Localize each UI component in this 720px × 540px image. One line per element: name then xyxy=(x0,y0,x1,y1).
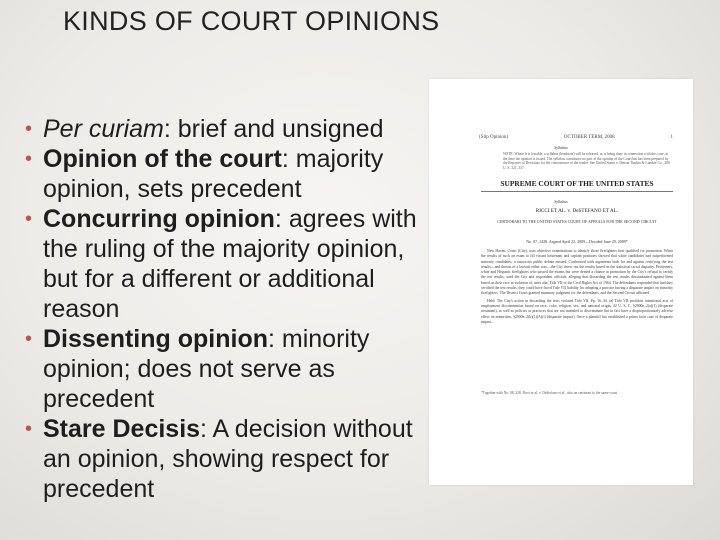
bullet-term: Opinion of the court xyxy=(43,145,282,173)
bullet-dot-icon: • xyxy=(25,118,33,140)
bullet-term: Stare Decisis xyxy=(43,415,201,443)
document-header-right: 1 xyxy=(670,135,673,140)
document-held-paragraph: Held: The City's action in discarding the tests violated Title VII. Pp. 16–34. (a) Title VII prohibits intentional acts of employment discrimination based on race, color, religion, sex, and national origin, 42 U. S. C. §2000e–2(a)(1) (disparate treatment), as well as policies or practices that are not intended to discriminate but in fact have a disproportionately adverse effect on minorities, §2000e–2(k)(1)(A)(i) (disparate impact). Once a plaintiff has established a prima facie case of disparate impact... xyxy=(481,298,673,324)
bullet-item-stare-decisis xyxy=(23,414,423,504)
document-syllabus-label: Syllabus xyxy=(554,199,568,204)
document-certiorari: CERTIORARI TO THE UNITED STATES COURT OF APPEALS FOR THE SECOND CIRCUIT xyxy=(497,219,657,224)
bullet-dot-icon: • xyxy=(25,328,33,350)
document-note: NOTE: Where it is feasible, a syllabus (headnote) will be released, as is being done in connection with this case, at the time the opinion is issued. The syllabus constitutes no part of the opinion of the Court but has been prepared by the Reporter of Decisions for the convenience of the reader. See United States v. Detroit Timber & Lumber Co., 200 U. S. 321, 337. xyxy=(503,152,670,170)
bullet-text: : A decision without an opinion, showing respect for precedent xyxy=(43,415,413,503)
bullet-term: Per curiam xyxy=(43,115,164,143)
bullet-item-per-curiam xyxy=(23,114,423,144)
document-syllabus-top: Syllabus xyxy=(554,145,568,150)
bullet-dot-icon: • xyxy=(25,148,33,170)
bullet-text: : brief and unsigned xyxy=(163,115,384,143)
bullet-item-concurring-opinion xyxy=(23,204,423,324)
bullet-dot-icon: • xyxy=(25,418,33,440)
document-header-left: (Slip Opinion) xyxy=(479,135,509,140)
document-court-name: SUPREME COURT OF THE UNITED STATES xyxy=(481,179,673,192)
document-footnote: *Together with No. 08–328, Ricci et al. v. DeStefano et al., also on certiorari to the same court. xyxy=(481,391,618,395)
bullet-item-dissenting-opinion xyxy=(23,324,423,414)
bullet-text: : minority opinion; does not serve as precedent xyxy=(43,325,370,413)
bullet-item-opinion-of-the-court xyxy=(23,144,423,204)
document-body-paragraph: New Haven, Conn. (City), uses objective examinations to identify those firefighters best qualified for promotion. When the results of such an exam to fill vacant lieutenant and captain positions showed that white candidates had outperformed minority candidates, a rancorous public debate ensued. Confronted with arguments both for and against certifying the test results—and threats of a lawsuit either way—the City threw out the results based on the statistical racial disparity. Petitioners, white and Hispanic firefighters who passed the exams but were denied a chance at promotion by the City's refusal to certify the test results, sued the City and respondent officials, alleging that discarding the test results discriminated against them based on their race in violation of, inter alia, Title VII of the Civil Rights Act of 1964. The defendants responded that had they certified the test results, they could have faced Title VII liability for adopting a practice having a disparate impact on minority firefighters. The District Court granted summary judgment for the defendants, and the Second Circuit affirmed. xyxy=(481,249,673,296)
document-case-name: RICCI ET AL. v. DeSTEFANO ET AL. xyxy=(535,208,619,214)
document-header-center: OCTOBER TERM, 2008 xyxy=(563,135,615,140)
bullet-term: Concurring opinion xyxy=(43,205,275,233)
bullet-text: : agrees with the ruling of the majority opinion, but for a different or additional reason xyxy=(43,205,417,323)
bullet-dot-icon: • xyxy=(25,208,33,230)
slide-title: KINDS OF COURT OPINIONS xyxy=(63,6,440,36)
document-header xyxy=(479,135,673,140)
bullet-list xyxy=(23,114,423,504)
bullet-text: : majority opinion, sets precedent xyxy=(43,145,384,203)
document-argued-date: No. 07–1428. Argued April 22, 2009—Decided June 29, 2009* xyxy=(526,239,628,244)
document-body xyxy=(481,249,673,325)
bullet-term: Dissenting opinion xyxy=(43,325,268,353)
court-opinion-document-image xyxy=(429,79,693,485)
